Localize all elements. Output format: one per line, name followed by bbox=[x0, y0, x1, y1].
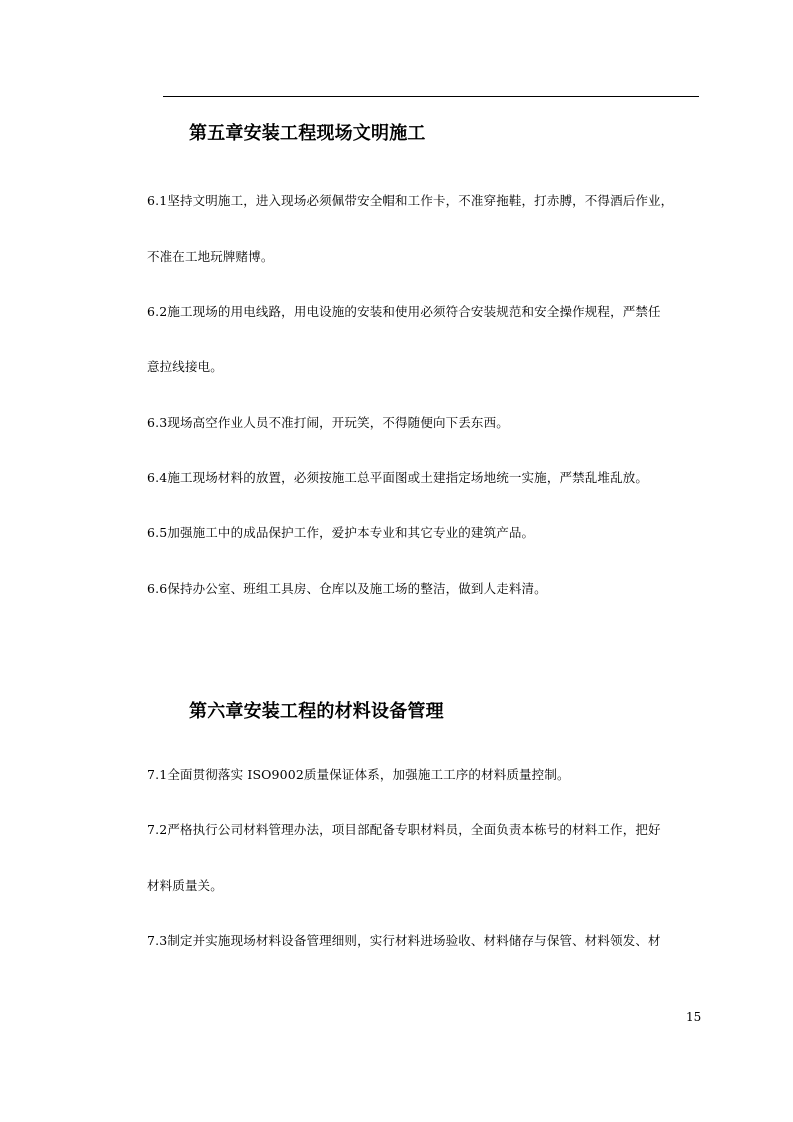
page-number: 15 bbox=[686, 1010, 702, 1024]
paragraph-line: 6.3现场高空作业人员不准打闹，开玩笑，不得随便向下丢东西。 bbox=[147, 415, 509, 430]
paragraph-line: 材料质量关。 bbox=[147, 878, 223, 893]
paragraph-line: 6.5加强施工中的成品保护工作，爱护本专业和其它专业的建筑产品。 bbox=[147, 525, 535, 540]
paragraph-line: 不准在工地玩牌赌博。 bbox=[147, 249, 274, 264]
paragraph-line: 意拉线接电。 bbox=[147, 359, 223, 374]
chapter-6-heading: 第六章安装工程的材料设备管理 bbox=[189, 701, 444, 722]
paragraph-line: 6.2施工现场的用电线路，用电设施的安装和使用必须符合安装规范和安全操作规程，严禁任 bbox=[147, 304, 661, 319]
paragraph-line: 7.1全面贯彻落实 ISO9002质量保证体系，加强施工工序的材料质量控制。 bbox=[147, 767, 570, 782]
paragraph-line: 6.6保持办公室、班组工具房、仓库以及施工场的整洁，做到人走料清。 bbox=[147, 581, 547, 596]
header-rule bbox=[163, 96, 699, 97]
paragraph-line: 7.3制定并实施现场材料设备管理细则，实行材料进场验收、材料储存与保管、材料领发、材 bbox=[147, 933, 661, 948]
paragraph-line: 6.1坚持文明施工，进入现场必须佩带安全帽和工作卡，不准穿拖鞋，打赤膊，不得酒后作业， bbox=[147, 193, 674, 208]
chapter-5-heading: 第五章安装工程现场文明施工 bbox=[189, 123, 426, 144]
paragraph-line: 7.2严格执行公司材料管理办法，项目部配备专职材料员，全面负责本栋号的材料工作，把好 bbox=[147, 822, 661, 837]
paragraph-line: 6.4施工现场材料的放置，必须按施工总平面图或土建指定场地统一实施，严禁乱堆乱放。 bbox=[147, 470, 649, 485]
